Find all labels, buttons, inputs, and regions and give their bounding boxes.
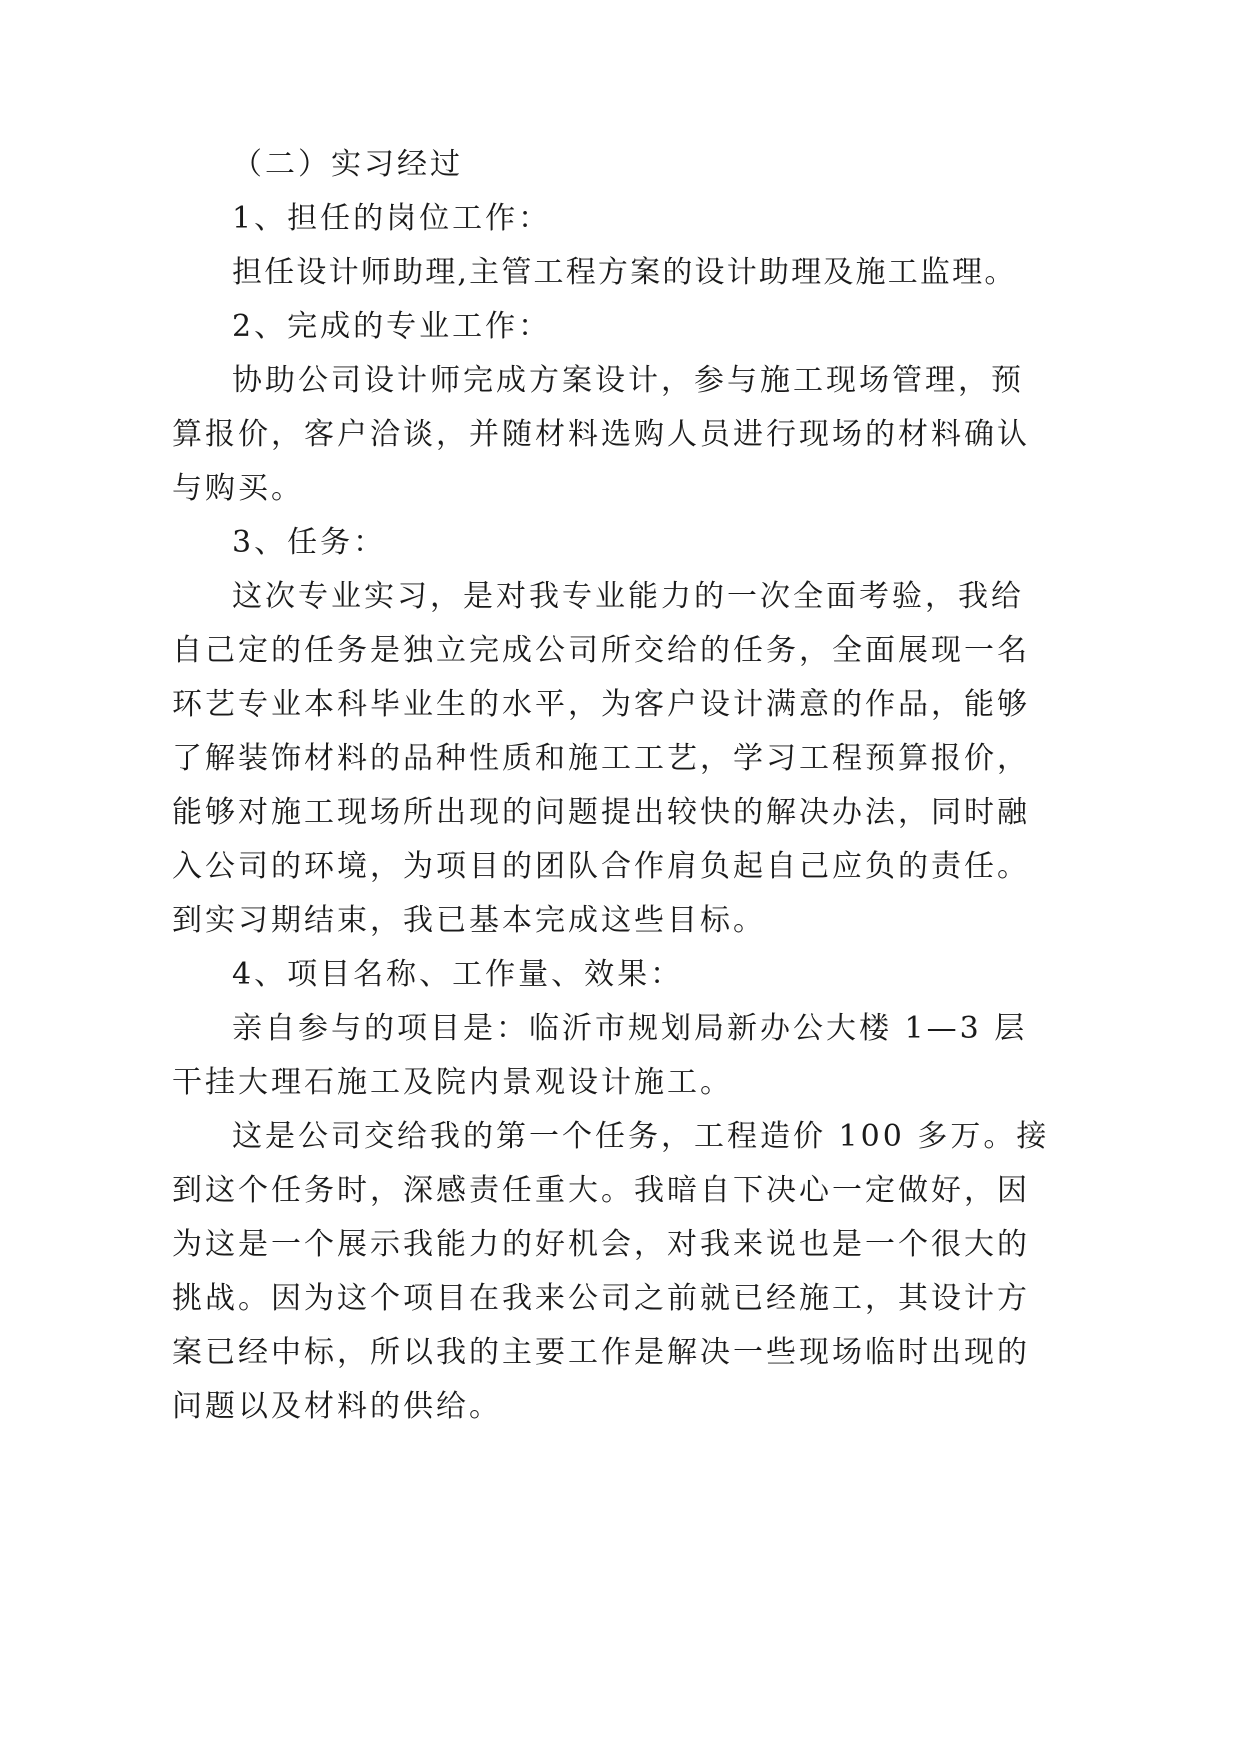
paragraph-line: 算报价，客户洽谈，并随材料选购人员进行现场的材料确认 <box>172 417 1030 452</box>
paragraph-line: 案已经中标，所以我的主要工作是解决一些现场临时出现的 <box>172 1335 1030 1370</box>
paragraph-line: 挑战。因为这个项目在我来公司之前就已经施工，其设计方 <box>172 1281 1030 1316</box>
paragraph-line: 亲自参与的项目是：临沂市规划局新办公大楼 1—3 层 <box>232 1011 1028 1046</box>
paragraph-line: 入公司的环境，为项目的团队合作肩负起自己应负的责任。 <box>172 849 1030 884</box>
paragraph-line: 这是公司交给我的第一个任务，工程造价 100 多万。接 <box>232 1119 1050 1154</box>
paragraph-line: 环艺专业本科毕业生的水平，为客户设计满意的作品，能够 <box>172 687 1030 722</box>
section-heading: （二）实习经过 <box>232 147 463 182</box>
paragraph-line: 问题以及材料的供给。 <box>172 1389 502 1424</box>
item-heading-4: 4、项目名称、工作量、效果： <box>232 957 684 992</box>
paragraph-line: 为这是一个展示我能力的好机会，对我来说也是一个很大的 <box>172 1227 1030 1262</box>
paragraph-line: 到这个任务时，深感责任重大。我暗自下决心一定做好，因 <box>172 1173 1030 1208</box>
item-heading-1: 1、担任的岗位工作： <box>232 201 552 236</box>
paragraph-line: 协助公司设计师完成方案设计，参与施工现场管理，预 <box>232 363 1024 398</box>
paragraph-line: 担任设计师助理,主管工程方案的设计助理及施工监理。 <box>232 255 1017 290</box>
paragraph-line: 自己定的任务是独立完成公司所交给的任务，全面展现一名 <box>172 633 1030 668</box>
paragraph-line: 了解装饰材料的品种性质和施工工艺，学习工程预算报价， <box>172 741 1030 776</box>
paragraph-line: 能够对施工现场所出现的问题提出较快的解决办法，同时融 <box>172 795 1030 830</box>
paragraph-line: 这次专业实习，是对我专业能力的一次全面考验，我给 <box>232 579 1024 614</box>
item-heading-3: 3、任务： <box>232 525 387 560</box>
paragraph-line: 干挂大理石施工及院内景观设计施工。 <box>172 1065 733 1100</box>
item-heading-2: 2、完成的专业工作： <box>232 309 552 344</box>
paragraph-line: 与购买。 <box>172 471 304 506</box>
paragraph-line: 到实习期结束，我已基本完成这些目标。 <box>172 903 766 938</box>
